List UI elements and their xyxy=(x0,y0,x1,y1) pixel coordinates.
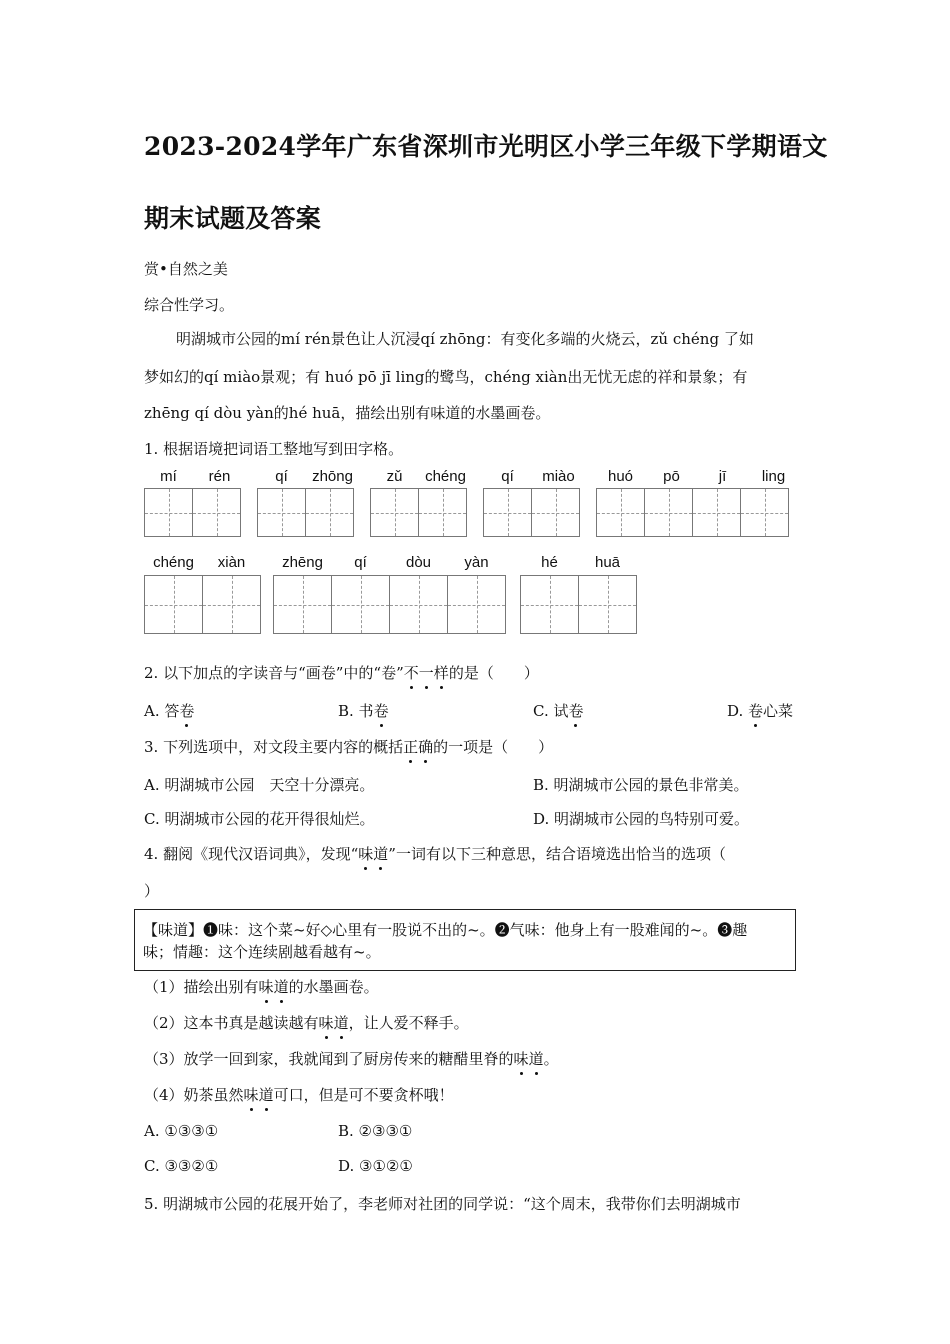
q2-option-a[interactable]: A. 答卷 xyxy=(144,702,195,720)
pinyin-label: huā xyxy=(594,554,621,571)
definition-line-1: 【味道】❶味：这个菜~好◇心里有一股说不出的~。❷气味：他身上有一股难闻的~。❸趣 xyxy=(143,921,748,939)
doc-title-line1: 2023-2024学年广东省深圳市光明区小学三年级下学期语文 xyxy=(144,132,828,161)
q4-option-b[interactable]: B. ②③③① xyxy=(338,1122,413,1140)
pinyin-label: chéng xyxy=(425,468,466,485)
q4-item-1: （1）描绘出别有味道的水墨画卷。 xyxy=(144,978,379,996)
pinyin-label: dòu xyxy=(405,554,432,571)
question-4-stem: 4. 翻阅《现代汉语词典》，发现“味道”一词有以下三种意思，结合语境选出恰当的选项（ xyxy=(144,845,726,863)
q4-item-2: （2）这本书真是越读越有味道，让人爱不释手。 xyxy=(144,1014,469,1032)
pinyin-label: ling xyxy=(761,468,786,485)
q4-item-4: （4）奶茶虽然味道可口，但是可不要贪杯哦！ xyxy=(144,1086,454,1104)
question-5-stem: 5. 明湖城市公园的花展开始了，李老师对社团的同学说：“这个周末，我带你们去明湖城市 xyxy=(144,1195,741,1213)
definition-line-2: 味；情趣：这个连续剧越看越有~。 xyxy=(143,943,381,961)
q4-option-d[interactable]: D. ③①②① xyxy=(338,1157,413,1175)
pinyin-label: chéng xyxy=(153,554,194,571)
q3-option-d[interactable]: D. 明湖城市公园的鸟特别可爱。 xyxy=(533,810,750,828)
pinyin-label: pō xyxy=(663,468,680,485)
question-3-stem: 3. 下列选项中，对文段主要内容的概括正确的一项是（ ） xyxy=(144,738,554,756)
question-4-stem-end: ） xyxy=(144,882,160,900)
pinyin-label: hé xyxy=(541,554,558,571)
pinyin-label: jī xyxy=(718,468,727,485)
pinyin-label: miào xyxy=(542,468,575,485)
q4-option-c[interactable]: C. ③③②① xyxy=(144,1157,219,1175)
writing-grid[interactable] xyxy=(370,488,467,537)
pinyin-label: qí xyxy=(354,554,367,571)
passage-line-2: 梦如幻的qí miào景观；有 huó pō jī ling的鹭鸟，chéng xiàn出无忧无虑的祥和景象；有 xyxy=(144,368,748,386)
question-1-stem: 1. 根据语境把词语工整地写到田字格。 xyxy=(144,440,404,458)
pinyin-label: qí xyxy=(501,468,514,485)
pinyin-label: zǔ xyxy=(386,468,403,485)
q4-item-3: （3）放学一回到家，我就闻到了厨房传来的糖醋里脊的味道。 xyxy=(144,1050,559,1068)
passage-line-1: 明湖城市公园的mí rén景色让人沉浸qí zhōng：有变化多端的火烧云，zǔ chéng 了如 xyxy=(176,330,754,348)
dictionary-definition-box xyxy=(134,909,796,971)
subsection-heading: 综合性学习。 xyxy=(144,296,235,314)
writing-grid[interactable] xyxy=(144,575,261,634)
writing-grid[interactable] xyxy=(596,488,789,537)
pinyin-label: xiàn xyxy=(217,554,246,571)
pinyin-label: huó xyxy=(607,468,634,485)
question-2-stem: 2. 以下加点的字读音与“画卷”中的“卷”不一样的是（ ） xyxy=(144,664,539,682)
writing-grid[interactable] xyxy=(273,575,506,634)
q3-option-b[interactable]: B. 明湖城市公园的景色非常美。 xyxy=(533,776,749,794)
section-heading: 赏•自然之美 xyxy=(144,260,228,278)
pinyin-label: yàn xyxy=(464,554,489,571)
passage-line-3: zhēng qí dòu yàn的hé huā，描绘出别有味道的水墨画卷。 xyxy=(144,404,551,422)
q2-option-d[interactable]: D. 卷心菜 xyxy=(727,702,794,720)
pinyin-label: zhēng xyxy=(282,554,323,571)
q2-option-c[interactable]: C. 试卷 xyxy=(533,702,584,720)
q3-option-c[interactable]: C. 明湖城市公园的花开得很灿烂。 xyxy=(144,810,375,828)
pinyin-label: rén xyxy=(208,468,231,485)
pinyin-label: qí xyxy=(275,468,288,485)
q3-option-a[interactable]: A. 明湖城市公园 天空十分漂亮。 xyxy=(144,776,375,794)
pinyin-label: mí xyxy=(160,468,177,485)
doc-title-line2: 期末试题及答案 xyxy=(144,204,322,233)
pinyin-label: zhōng xyxy=(312,468,353,485)
writing-grid[interactable] xyxy=(520,575,637,634)
q2-option-b[interactable]: B. 书卷 xyxy=(338,702,389,720)
writing-grid[interactable] xyxy=(483,488,580,537)
writing-grid[interactable] xyxy=(144,488,241,537)
q4-option-a[interactable]: A. ①③③① xyxy=(144,1122,219,1140)
writing-grid[interactable] xyxy=(257,488,354,537)
